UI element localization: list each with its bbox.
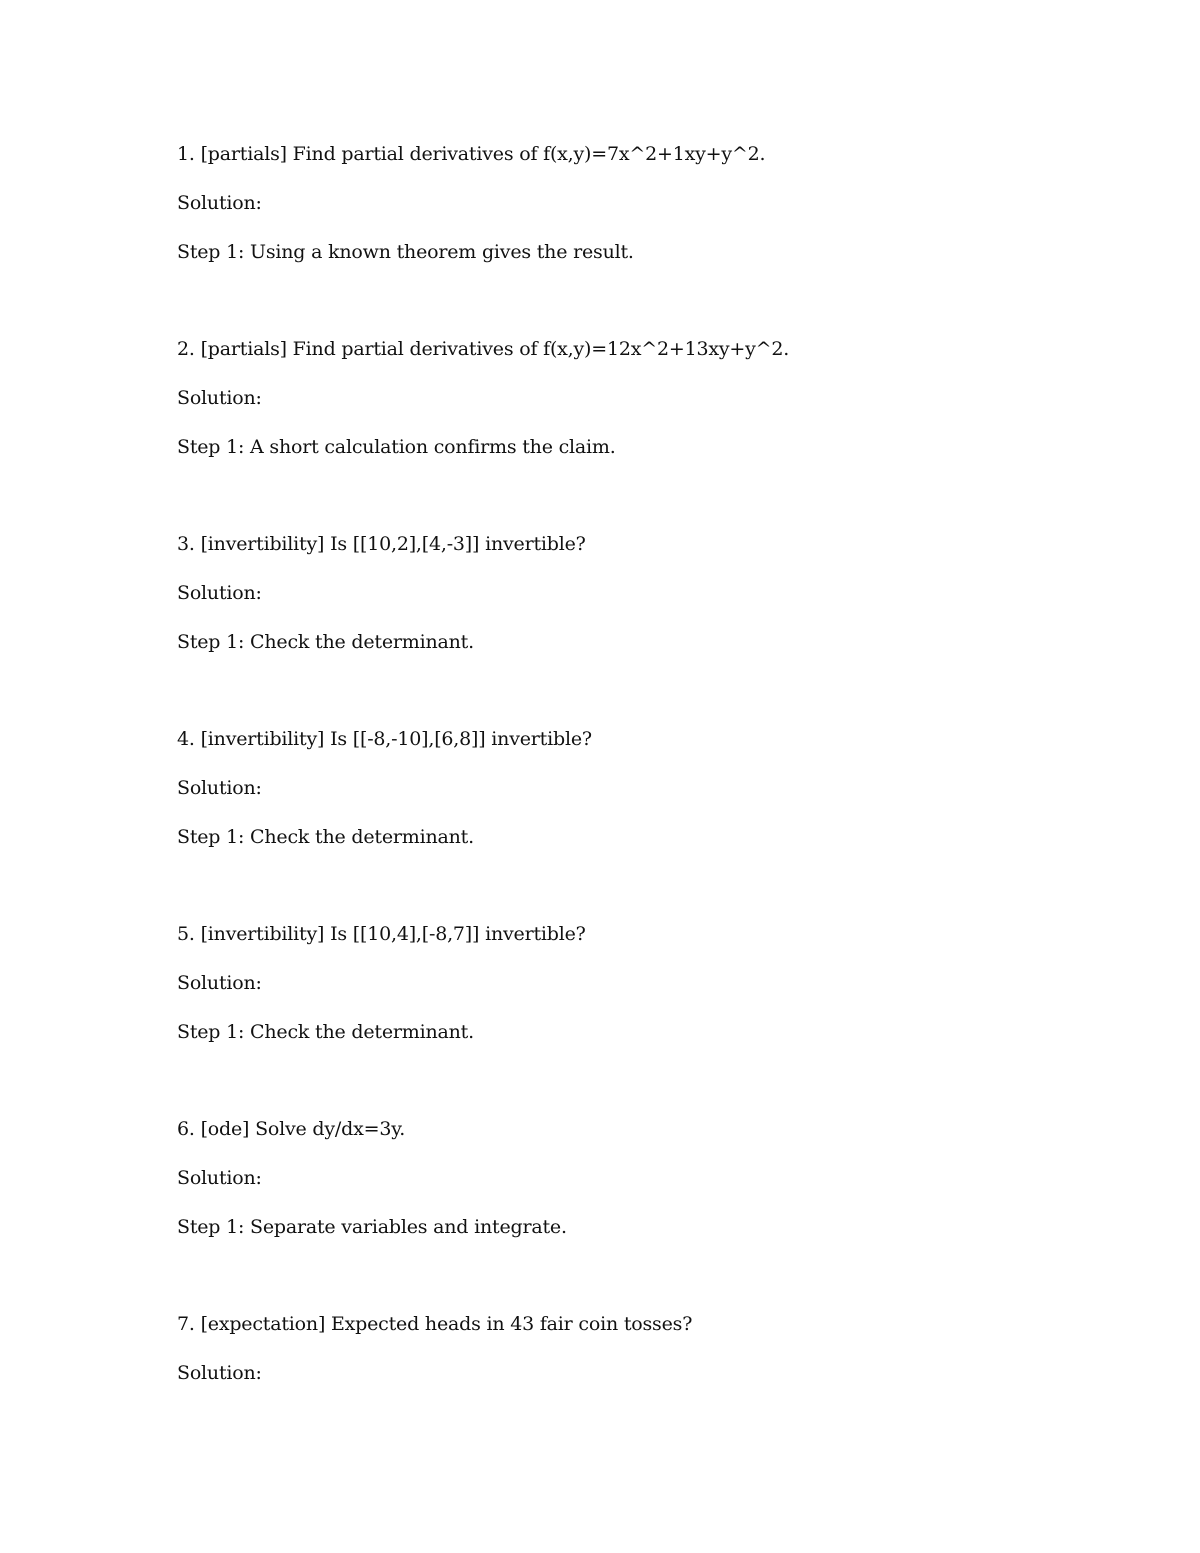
problem-question: 2. [partials] Find partial derivatives of f(x,y)=12x^2+13xy+y^2. xyxy=(177,338,790,360)
problem-question: 4. [invertibility] Is [[-8,-10],[6,8]] invertible? xyxy=(177,728,592,750)
problem-question: 3. [invertibility] Is [[10,2],[4,-3]] invertible? xyxy=(177,533,586,555)
problem-list xyxy=(177,140,1077,1505)
solution-label: Solution: xyxy=(177,1167,262,1189)
solution-label: Solution: xyxy=(177,582,262,604)
problem-item xyxy=(177,335,1077,530)
solution-label: Solution: xyxy=(177,972,262,994)
solution-step: Step 1: A short calculation confirms the claim. xyxy=(177,436,616,458)
solution-step: Step 1: Check the determinant. xyxy=(177,631,474,653)
solution-step: Step 1: Check the determinant. xyxy=(177,826,474,848)
problem-item xyxy=(177,530,1077,725)
solution-label: Solution: xyxy=(177,777,262,799)
problem-item xyxy=(177,1115,1077,1310)
problem-question: 6. [ode] Solve dy/dx=3y. xyxy=(177,1118,406,1140)
solution-label: Solution: xyxy=(177,1362,262,1384)
problem-question: 5. [invertibility] Is [[10,4],[-8,7]] invertible? xyxy=(177,923,586,945)
solution-step: Step 1: Using a known theorem gives the result. xyxy=(177,241,634,263)
problem-item xyxy=(177,920,1077,1115)
problem-item xyxy=(177,140,1077,335)
problem-item xyxy=(177,725,1077,920)
problem-question: 7. [expectation] Expected heads in 43 fair coin tosses? xyxy=(177,1313,693,1335)
solution-step: Step 1: Check the determinant. xyxy=(177,1021,474,1043)
problem-question: 1. [partials] Find partial derivatives of f(x,y)=7x^2+1xy+y^2. xyxy=(177,143,766,165)
solution-label: Solution: xyxy=(177,387,262,409)
problem-item xyxy=(177,1310,1077,1505)
solution-step: Step 1: Separate variables and integrate. xyxy=(177,1216,567,1238)
solution-label: Solution: xyxy=(177,192,262,214)
